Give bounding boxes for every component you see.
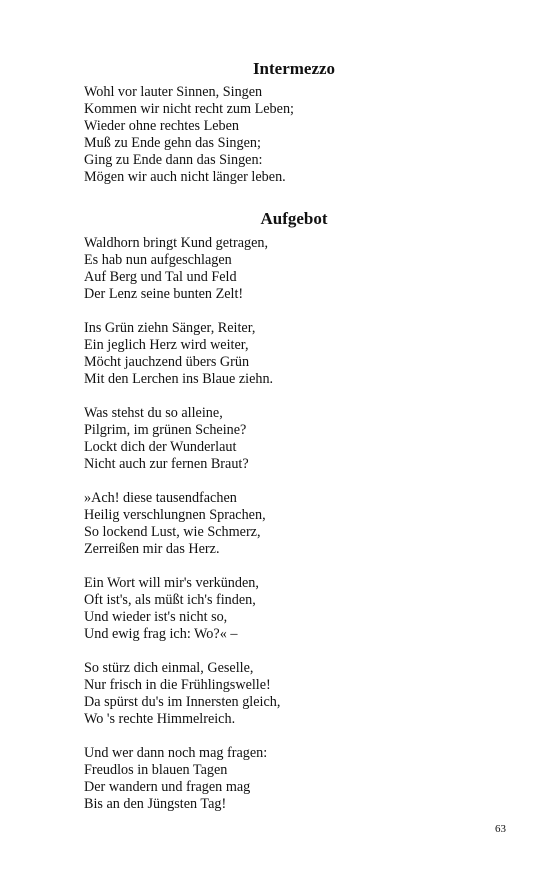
verse-line: Auf Berg und Tal und Feld xyxy=(84,269,237,285)
verse-line: Mögen wir auch nicht länger leben. xyxy=(84,169,286,185)
verse-line: Und wer dann noch mag fragen: xyxy=(84,745,268,761)
stanza xyxy=(84,660,524,728)
stanza xyxy=(84,575,524,643)
verse-line: So lockend Lust, wie Schmerz, xyxy=(84,524,261,540)
verse-line: Wohl vor lauter Sinnen, Singen xyxy=(84,84,263,100)
stanza xyxy=(84,320,524,388)
verse-line: Wieder ohne rechtes Leben xyxy=(84,118,240,134)
stanza xyxy=(84,745,524,813)
stanza xyxy=(84,490,524,558)
verse-line: Es hab nun aufgeschlagen xyxy=(84,252,232,268)
poem-body-intermezzo xyxy=(84,84,524,186)
page-number: 63 xyxy=(495,823,506,835)
verse-line: Da spürst du's im Innersten gleich, xyxy=(84,694,281,710)
verse-line: Ein jeglich Herz wird weiter, xyxy=(84,337,249,353)
verse-line: Lockt dich der Wunderlaut xyxy=(84,439,237,455)
stanza xyxy=(84,235,524,303)
verse-line: Nur frisch in die Frühlingswelle! xyxy=(84,677,271,693)
verse-line: Mit den Lerchen ins Blaue ziehn. xyxy=(84,371,274,387)
verse-line: So stürz dich einmal, Geselle, xyxy=(84,660,254,676)
poem-title-intermezzo: Intermezzo xyxy=(252,59,336,78)
verse-line: Wo 's rechte Himmelreich. xyxy=(84,711,236,727)
verse-line: Muß zu Ende gehn das Singen; xyxy=(84,135,261,151)
verse-line: Bis an den Jüngsten Tag! xyxy=(84,796,227,812)
verse-line: Ein Wort will mir's verkünden, xyxy=(84,575,259,591)
verse-line: Der wandern und fragen mag xyxy=(84,779,251,795)
verse-line: Und wieder ist's nicht so, xyxy=(84,609,228,625)
stanza xyxy=(84,84,524,186)
verse-line: Der Lenz seine bunten Zelt! xyxy=(84,286,244,302)
verse-line: Ins Grün ziehn Sänger, Reiter, xyxy=(84,320,256,336)
verse-line: »Ach! diese tausendfachen xyxy=(84,490,237,506)
verse-line: Freudlos in blauen Tagen xyxy=(84,762,228,778)
verse-line: Kommen wir nicht recht zum Leben; xyxy=(84,101,294,117)
verse-line: Zerreißen mir das Herz. xyxy=(84,541,220,557)
verse-line: Möcht jauchzend übers Grün xyxy=(84,354,250,370)
verse-line: Ging zu Ende dann das Singen: xyxy=(84,152,263,168)
verse-line: Waldhorn bringt Kund getragen, xyxy=(84,235,269,251)
poem-title-aufgebot: Aufgebot xyxy=(260,209,328,228)
verse-line: Und ewig frag ich: Wo?« – xyxy=(84,626,238,642)
poem-body-aufgebot xyxy=(84,235,524,813)
stanza xyxy=(84,405,524,473)
verse-line: Nicht auch zur fernen Braut? xyxy=(84,456,249,472)
verse-line: Heilig verschlungnen Sprachen, xyxy=(84,507,266,523)
verse-line: Was stehst du so alleine, xyxy=(84,405,223,421)
verse-line: Oft ist's, als müßt ich's finden, xyxy=(84,592,256,608)
verse-line: Pilgrim, im grünen Scheine? xyxy=(84,422,247,438)
